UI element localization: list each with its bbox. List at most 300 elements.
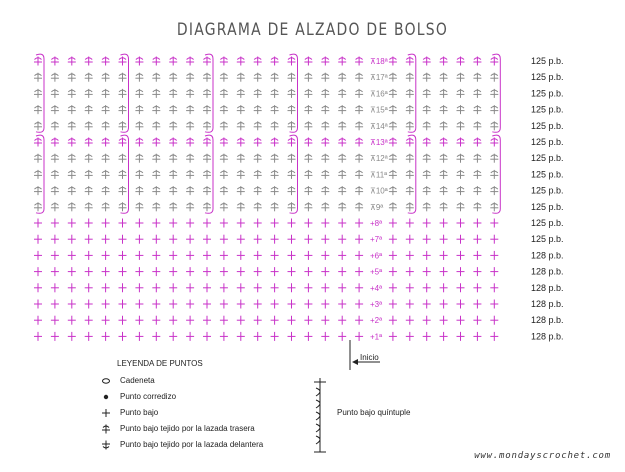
stitch-symbol [85,332,93,341]
stitch-symbol [288,219,296,228]
stitch-symbol [34,316,42,325]
stitch-symbol [119,154,127,163]
stitch-symbol [490,138,498,147]
stitch-symbol [119,138,127,147]
stitch-symbol [254,170,262,179]
stitch-symbol [490,251,498,260]
stitch-symbol [288,235,296,244]
row-number: ⊼10ª [370,186,388,196]
stitch-symbol [254,121,262,130]
stitch-symbol [34,121,42,130]
stitch-symbol [440,316,448,325]
stitch-symbol [457,121,465,130]
stitch-symbol [186,138,194,147]
stitch-symbol [473,235,481,244]
stitch-symbol [288,57,296,66]
stitch-symbol [203,73,211,82]
start-label: Inicio [360,353,379,362]
stitch-symbol [119,300,127,309]
stitch-symbol [152,154,160,163]
stitch-symbol [304,300,312,309]
stitch-symbol [85,235,93,244]
stitch-symbol [254,138,262,147]
stitch-symbol [203,154,211,163]
stitch-symbol [423,138,431,147]
stitch-symbol [457,202,465,211]
stitch-symbol [490,170,498,179]
stitch-symbol [423,89,431,98]
stitch-symbol [473,105,481,114]
stitch-symbol [34,105,42,114]
stitch-symbol [271,186,279,195]
stitch-symbol [51,202,59,211]
stitch-symbol [457,283,465,292]
stitch-symbol [119,316,127,325]
stitch-symbol [135,105,143,114]
stitch-symbol [169,283,177,292]
stitch-symbol [102,170,110,179]
stitch-symbol [389,283,397,292]
quintuple-bracket [205,54,213,132]
stitch-symbol [389,186,397,195]
stitch-symbol [186,316,194,325]
stitch-symbol [186,283,194,292]
sc-back-loop-icon [100,423,112,435]
quintuple-bracket [36,135,44,213]
stitch-symbol [490,300,498,309]
stitch-symbol [406,105,414,114]
stitch-symbol [51,154,59,163]
stitch-symbol [321,105,329,114]
stitch-symbol [51,105,59,114]
stitch-symbol [203,138,211,147]
stitch-symbol [85,121,93,130]
stitch-symbol [490,154,498,163]
quintuple-bracket [408,135,416,213]
quintuple-bracket [36,54,44,132]
stitch-symbol [186,332,194,341]
stitch-symbol [68,219,76,228]
row-number: +3ª [370,300,383,309]
legend-title: LEYENDA DE PUNTOS [117,359,203,368]
stitch-symbol [338,316,346,325]
legend-label: Punto bajo tejido por la lazada delantera [120,440,264,449]
stitch-symbol [237,202,245,211]
stitch-symbol [51,138,59,147]
stitch-symbol [473,300,481,309]
stitch-symbol [271,138,279,147]
stitch-symbol [423,332,431,341]
stitch-symbol [440,202,448,211]
row-stitch-count: 125 p.b. [531,104,564,115]
stitch-symbol [237,105,245,114]
quintuple-bracket [121,54,129,132]
stitch-symbol [220,138,228,147]
stitch-symbol [271,316,279,325]
stitch-symbol [355,57,363,66]
stitch-symbol [338,138,346,147]
stitch-symbol [473,89,481,98]
stitch-symbol [186,105,194,114]
stitch-symbol [51,267,59,276]
stitch-symbol [288,105,296,114]
stitch-symbol [321,235,329,244]
row-number: +5ª [370,267,383,277]
stitch-symbol [34,219,42,228]
stitch-symbol [423,219,431,228]
stitch-symbol [237,73,245,82]
stitch-symbol [473,121,481,130]
stitch-symbol [288,332,296,341]
stitch-symbol [68,154,76,163]
stitch-symbol [271,332,279,341]
stitch-symbol [203,202,211,211]
row-stitch-count: 128 p.b. [531,282,564,293]
stitch-symbol [237,121,245,130]
stitch-symbol [85,202,93,211]
stitch-symbol [457,138,465,147]
stitch-symbol [34,267,42,276]
stitch-symbol [355,73,363,82]
stitch-symbol [254,283,262,292]
stitch-symbol [152,57,160,66]
stitch-symbol [169,219,177,228]
stitch-symbol [406,267,414,276]
stitch-symbol [152,316,160,325]
stitch-symbol [85,170,93,179]
stitch-symbol [288,316,296,325]
stitch-symbol [220,235,228,244]
stitch-symbol [406,300,414,309]
row-stitch-count: 125 p.b. [531,201,564,212]
stitch-symbol [119,332,127,341]
stitch-symbol [85,316,93,325]
stitch-symbol [321,138,329,147]
stitch-symbol [490,219,498,228]
stitch-symbol [457,267,465,276]
stitch-symbol [68,121,76,130]
quintuple-legend-label: Punto bajo quíntuple [337,408,411,417]
row-number: ⊼14ª [370,121,388,131]
stitch-symbol [321,57,329,66]
sc-front-loop-icon [100,439,112,451]
stitch-symbol [220,170,228,179]
stitch-symbol [288,170,296,179]
stitch-symbol [473,283,481,292]
stitch-symbol [152,283,160,292]
stitch-symbol [169,300,177,309]
row-number: ⊼13ª [370,138,388,147]
stitch-symbol [389,170,397,179]
stitch-symbol [304,105,312,114]
stitch-symbol [169,138,177,147]
legend-label: Punto bajo [120,408,159,417]
stitch-symbol [490,186,498,195]
stitch-symbol [406,138,414,147]
stitch-symbol [68,332,76,341]
row-stitch-count: 125 p.b. [531,56,564,66]
stitch-symbol [321,300,329,309]
stitch-symbol [51,121,59,130]
stitch-symbol [473,219,481,228]
stitch-symbol [34,57,42,66]
stitch-symbol [203,332,211,341]
stitch-symbol [51,89,59,98]
stitch-symbol [389,332,397,341]
quintuple-bracket [121,135,129,213]
stitch-symbol [102,105,110,114]
stitch-symbol [68,89,76,98]
stitch-symbol [423,73,431,82]
stitch-symbol [457,332,465,341]
stitch-symbol [321,73,329,82]
stitch-symbol [423,186,431,195]
stitch-symbol [355,154,363,163]
stitch-symbol [423,300,431,309]
stitch-symbol [490,283,498,292]
stitch-symbol [203,57,211,66]
stitch-symbol [423,121,431,130]
stitch-symbol [355,105,363,114]
stitch-symbol [355,235,363,244]
stitch-symbol [457,73,465,82]
stitch-symbol [220,300,228,309]
row-stitch-count: 128 p.b. [531,331,564,342]
stitch-symbol [389,202,397,211]
stitch-symbol [406,316,414,325]
stitch-symbol [473,332,481,341]
stitch-symbol [237,267,245,276]
stitch-symbol [338,154,346,163]
stitch-symbol [473,267,481,276]
stitch-symbol [304,283,312,292]
quintuple-bracket [205,135,213,213]
stitch-symbol [304,89,312,98]
stitch-symbol [102,251,110,260]
stitch-symbol [102,316,110,325]
stitch-symbol [119,121,127,130]
stitch-symbol [288,154,296,163]
stitch-symbol [473,202,481,211]
stitch-symbol [490,267,498,276]
stitch-symbol [321,267,329,276]
stitch-symbol [254,202,262,211]
row-number: +1ª [370,332,383,342]
stitch-symbol [34,154,42,163]
stitch-symbol [186,202,194,211]
stitch-symbol [457,154,465,163]
stitch-symbol [102,186,110,195]
stitch-symbol [85,73,93,82]
stitch-symbol [440,267,448,276]
stitch-symbol [186,235,194,244]
stitch-symbol [85,105,93,114]
stitch-symbol [152,267,160,276]
stitch-symbol [338,186,346,195]
stitch-symbol [271,121,279,130]
stitch-symbol [169,154,177,163]
stitch-symbol [135,121,143,130]
stitch-symbol [321,283,329,292]
stitch-symbol [304,267,312,276]
stitch-symbol [203,219,211,228]
stitch-symbol [85,267,93,276]
stitch-symbol [271,170,279,179]
stitch-symbol [135,251,143,260]
stitch-symbol [440,300,448,309]
stitch-symbol [457,300,465,309]
row-stitch-count: 125 p.b. [531,218,564,228]
stitch-symbol [119,219,127,228]
stitch-symbol [490,73,498,82]
stitch-symbol [220,202,228,211]
stitch-symbol [169,332,177,341]
stitch-symbol [338,57,346,66]
stitch-symbol [473,57,481,66]
stitch-symbol [355,219,363,228]
stitch-symbol [186,121,194,130]
stitch-symbol [203,170,211,179]
stitch-symbol [254,73,262,82]
stitch-symbol [389,138,397,147]
stitch-symbol [203,316,211,325]
stitch-symbol [237,219,245,228]
stitch-symbol [254,219,262,228]
stitch-symbol [34,202,42,211]
stitch-symbol [102,73,110,82]
stitch-symbol [473,154,481,163]
stitch-symbol [220,219,228,228]
stitch-symbol [338,121,346,130]
page-title: DIAGRAMA DE ALZADO DE BOLSO [176,20,449,40]
stitch-symbol [440,73,448,82]
stitch-symbol [406,235,414,244]
stitch-symbol [338,300,346,309]
stitch-symbol [34,235,42,244]
stitch-symbol [237,235,245,244]
stitch-symbol [152,235,160,244]
stitch-symbol [338,251,346,260]
stitch-symbol [135,267,143,276]
stitch-symbol [271,300,279,309]
stitch-symbol [457,57,465,66]
stitch-symbol [135,73,143,82]
row-stitch-count: 125 p.b. [531,137,564,147]
stitch-symbol [186,170,194,179]
stitch-symbol [220,73,228,82]
row-number: +8ª [370,219,383,228]
stitch-symbol [288,251,296,260]
stitch-symbol [406,332,414,341]
stitch-symbol [304,121,312,130]
stitch-symbol [288,202,296,211]
stitch-symbol [321,186,329,195]
stitch-symbol [440,154,448,163]
row-stitch-count: 125 p.b. [531,120,564,131]
stitch-symbol [355,300,363,309]
stitch-symbol [254,332,262,341]
stitch-symbol [304,251,312,260]
stitch-symbol [338,105,346,114]
stitch-symbol [102,267,110,276]
stitch-symbol [389,57,397,66]
stitch-symbol [254,89,262,98]
stitch-symbol [51,300,59,309]
stitch-symbol [203,251,211,260]
stitch-symbol [288,73,296,82]
stitch-symbol [237,186,245,195]
stitch-symbol [338,283,346,292]
stitch-symbol [135,202,143,211]
stitch-symbol [102,57,110,66]
stitch-symbol [254,105,262,114]
stitch-symbol [440,219,448,228]
stitch-symbol [321,316,329,325]
stitch-symbol [34,300,42,309]
stitch-symbol [304,186,312,195]
stitch-symbol [321,332,329,341]
stitch-symbol [440,186,448,195]
stitch-symbol [355,170,363,179]
stitch-symbol [288,89,296,98]
stitch-symbol [254,186,262,195]
row-number: +4ª [370,283,383,293]
stitch-symbol [304,202,312,211]
stitch-symbol [220,154,228,163]
row-number: +2ª [370,316,383,326]
stitch-symbol [288,283,296,292]
stitch-symbol [203,235,211,244]
quintuple-bracket [492,54,500,132]
row-number: ⊼12ª [370,154,388,164]
stitch-symbol [457,235,465,244]
stitch-symbol [68,316,76,325]
stitch-symbol [355,202,363,211]
stitch-symbol [102,332,110,341]
stitch-symbol [254,300,262,309]
stitch-symbol [423,105,431,114]
stitch-symbol [490,121,498,130]
stitch-symbol [457,89,465,98]
stitch-symbol [85,154,93,163]
stitch-symbol [288,186,296,195]
stitch-symbol [440,138,448,147]
stitch-symbol [220,89,228,98]
stitch-symbol [68,186,76,195]
stitch-symbol [406,73,414,82]
stitch-symbol [152,89,160,98]
stitch-symbol [203,105,211,114]
stitch-symbol [271,267,279,276]
stitch-symbol [186,154,194,163]
stitch-symbol [321,89,329,98]
stitch-symbol [389,251,397,260]
stitch-symbol [304,316,312,325]
stitch-symbol [119,235,127,244]
stitch-symbol [152,219,160,228]
stitch-symbol [440,89,448,98]
footer-url: www.mondayscrochet.com [474,451,611,461]
stitch-symbol [135,283,143,292]
stitch-symbol [406,202,414,211]
stitch-symbol [51,316,59,325]
legend-label: Punto corredizo [120,392,177,401]
stitch-symbol [85,283,93,292]
stitch-symbol [389,89,397,98]
stitch-symbol [389,154,397,163]
stitch-symbol [254,57,262,66]
stitch-symbol [135,57,143,66]
